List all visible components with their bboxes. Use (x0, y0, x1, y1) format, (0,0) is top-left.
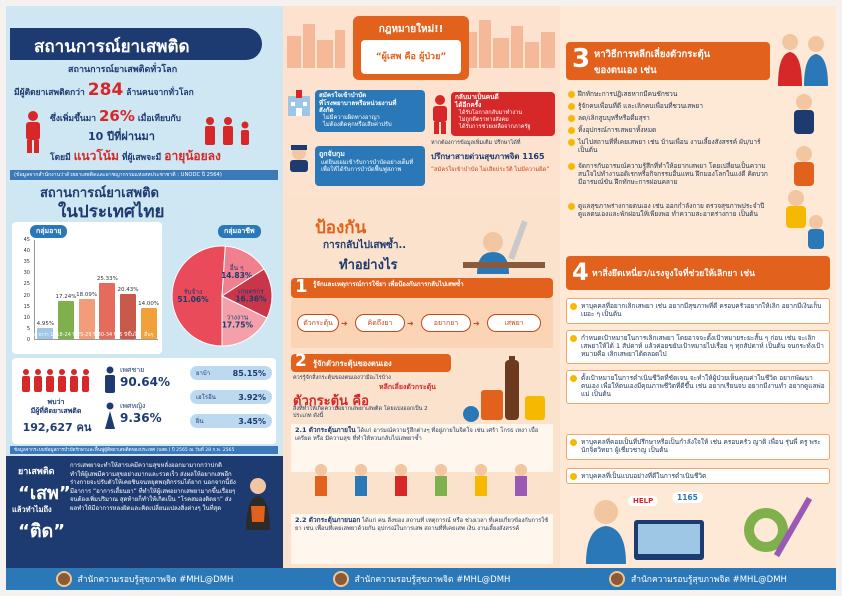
footer-2 (283, 568, 560, 590)
relapse-illustration-icon (459, 218, 549, 274)
sec3-illustrations-icon (776, 90, 832, 250)
y-tick-label: 5 (26, 325, 30, 332)
chip-thinking: คิดถึงยา (355, 314, 405, 332)
age-bar-category-label: อื่นๆ (144, 332, 154, 338)
law-banner (353, 16, 469, 80)
good-person-item-3: ได้รับการช่วยเหลือจากภาครัฐ (459, 124, 531, 130)
sub1-text: ได้แก่ อารมณ์ความรู้สึกต่างๆ ที่อยู่ภายในจิตใจ เช่น เศร้า โกรธ เหงา เบื่อ เครียด หรือ มีความสุข ที่ทำให้หวนกลับไปเสพยาซ้ำ (295, 428, 539, 442)
step1-flow (291, 298, 553, 348)
prevent-title-1: ป้องกัน (315, 218, 367, 238)
drug-pill-1: ยาบ้า 85.15% (190, 366, 272, 380)
person-icon (22, 110, 44, 154)
age-bar-value-label: 14.00% (138, 300, 160, 307)
y-tick-label: 30 (23, 270, 30, 277)
refuse-people-icon (772, 30, 832, 86)
occupation-slice-label: ว่างงาน (226, 313, 249, 322)
user-count-label: พบว่า มีผู้ที่ติดยาเสพติด (30, 398, 82, 415)
world-line4: โดยมี แนวโน้ม ที่ผู้เสพจะมี อายุน้อยลง (50, 149, 221, 163)
panel-coping (560, 6, 836, 590)
step2-highlight: หลีกเลี่ยงตัวกระตุ้น (379, 383, 436, 391)
age-bar-value-label: 20.43% (117, 286, 139, 293)
panel-situation (6, 6, 283, 590)
arrested-title: ถูกจับกุม (319, 150, 345, 158)
hotline-bubble: 1165 (672, 492, 703, 503)
owl-logo-icon (333, 571, 349, 587)
footer-text: สำนักความรอบรู้สุขภาพจิต #MHL@DMH (631, 575, 787, 585)
arrested-text: แต่ยินยอมเข้ารับการบำบัดอย่างเต็มที่ เพื่อให้ได้รับการบำบัดฟื้นฟูสภาพ (321, 160, 414, 173)
age-chart-title: กลุ่มอายุ (30, 225, 67, 238)
thai-heading-1: สถานการณ์ยาเสพติด (40, 186, 159, 201)
sec3-item: ลด/เลิกสูบบุหรี่หรือดื่มสุรา (568, 114, 772, 122)
voluntary-item-1: ไม่มีความผิดทางอาญา (323, 115, 380, 121)
trigger-title: ตัวกระตุ้น คือ (293, 394, 369, 409)
owl-logo-icon (609, 571, 625, 587)
age-bar-value-label: 18.09% (76, 291, 98, 298)
family-icon (202, 116, 254, 146)
people-illustration-icon (291, 460, 553, 508)
drug-pill-3: ฝิ่น 3.45% (190, 414, 272, 428)
age-bar-category-label: 18-24 ปี (56, 332, 76, 338)
chip-craving: อยากยา (421, 314, 471, 332)
male-value: 90.64% (120, 375, 170, 389)
age-bar-value-label: 4.95% (36, 321, 55, 327)
arrested-box (315, 146, 425, 186)
sec3-item: ดูแลสุขภาพร่างกายตนเอง เช่น ออกกำลังกาย ตรวจสุขภาพประจำปี ดูแลตนเองและพักผ่อนให้เพียงพอ ทำความสะอาดร่างกาย เป็นต้น (568, 202, 772, 218)
sec3-item: ฝึกทักษะการปฏิเสธหากมีคนชักชวน (568, 90, 772, 98)
sub2-text: ได้แก่ คน สิ่งของ สถานที่ เหตุการณ์ หรือ ช่วงเวลา ที่เคยเกี่ยวข้องกับการใช้ยา เช่น เพื่อนที่เคยเสพยาด้วยกัน อุปกรณ์ในการเสพ สถานที่ที่เคยเสพ เงิน งานเลี้ยงสังสรรค์ (295, 518, 549, 532)
drug-pill-2: เฮโรอีน 3.92% (190, 390, 272, 404)
good-person-title: กลับมาเป็นคนดี ได้อีกครั้ง (455, 93, 499, 109)
step1-head (291, 278, 553, 298)
occupation-slice-label: รับจ้าง (183, 288, 203, 297)
police-icon (287, 144, 311, 172)
thai-source: ข้อมูลจากระบบข้อมูลการบำบัดรักษาและฟื้นฟูผู้ติดยาเสพติดของประเทศ (บสต.) ปี 2565 ณ วันที่ 28 ก.พ. 2565 (14, 448, 235, 453)
prevent-title-2: การกลับไปเสพซ้ำ.. (323, 240, 407, 251)
voluntary-items (323, 115, 392, 129)
why-addicted-section (6, 456, 283, 568)
female-value: 9.36% (120, 411, 162, 425)
occupation-slice-value: 51.06% (177, 295, 209, 305)
voluntary-item-2: ไม่ต้องติดคุกหรือเสียค่าปรับ (323, 122, 392, 128)
prevent-title-3: ทำอย่างไร (339, 258, 398, 273)
footer-1 (6, 568, 283, 590)
sec3-item: ทิ้งอุปกรณ์การเสพยาทั้งหมด (568, 126, 772, 134)
step2-head (291, 351, 451, 372)
good-person-items (459, 110, 531, 131)
why-left-2: “เสพ” (18, 483, 71, 504)
sub2-box (291, 514, 553, 564)
hotline-label: ปรึกษาสายด่วนสุขภาพจิต 1165 (431, 152, 545, 161)
occupation-slice-value: 16.36% (235, 294, 267, 304)
age-bar-value-label: 25.33% (96, 275, 118, 282)
help-bubble: HELP (628, 496, 658, 506)
owl-logo-icon (56, 571, 72, 587)
world-source: (ข้อมูลจากสำนักงานว่าด้วยยาเสพติดและอาชญากรรมแห่งสหประชาชาติ : UNODC ปี 2564) (14, 172, 222, 178)
world-heading: สถานการณ์ยาเสพติดทั่วโลก (68, 65, 178, 75)
age-chart (12, 222, 162, 354)
law-quote-box (361, 40, 461, 74)
sec4-item: หาบุคคลที่เป็นแบบอย่างที่ดีในการดำเนินชีวิต (566, 468, 830, 484)
arrow-right-icon: ➜ (473, 319, 480, 328)
world-line1: มีผู้ติดยาเสพติดกว่า 284 ล้านคนจากทั่วโลก (14, 80, 194, 100)
trigger-text: สิ่งที่ทำให้เกิดความอยากเสพยาเสพติด โดยแบ่งออกเป็น 2 ประเภท ดังนี้ (293, 406, 428, 419)
sub2-content (295, 517, 549, 533)
occupation-slice-label: อื่น ๆ (229, 264, 244, 273)
male-icon (104, 366, 116, 394)
age-chart-plot (34, 240, 160, 346)
sec3-item: รู้จักคบเพื่อนที่ดี และเลิกคบเพื่อนที่ชวนเสพยา (568, 102, 772, 110)
world-line2: ซึ่งเพิ่มขึ้นมา 26% เมื่อเทียบกับ (50, 107, 181, 125)
footer-3 (560, 568, 836, 590)
world-source-bar (10, 170, 278, 180)
infographic-sheet (6, 6, 836, 590)
hotline-sub: “สมัครใจเข้าบำบัด ไม่เสียประวัติ ไม่มีความผิด” (431, 167, 550, 173)
occupation-chart (166, 222, 280, 354)
y-tick-label: 15 (23, 303, 30, 310)
law-banner-title: กฎหมายใหม่!! (378, 24, 444, 35)
world-percent: 26% (99, 107, 135, 125)
sec3-item: ไม่ไปสถานที่ที่เคยเสพยา เช่น บ้านเพื่อน งานเลี้ยงสังสรรค์ ผับ/บาร์ เป็นต้น (568, 138, 772, 154)
stats-box (12, 358, 276, 444)
why-left-4: “ติด” (18, 521, 66, 542)
why-text: การเสพยาจะทำให้สารเคมีความสุขหลั่งออกมามากกว่าปกติ ทำให้ผู้เสพมีความสุขอย่างมากและรวดเร็ว ส่งผลให้อยากเสพอีก ร่างกายจะปรับตัวให้เคยชินจนหยุดพฤติกรรมได้ยาก นอกจากนี้ยังมีอาการ “อาการเสี้ยนยา” ที่ทำให้ผู้เสพอยากเสพยามากขึ้นเรื่อยๆ จนต้องเพิ่มปริมาณ สุดท้ายก็ทำให้เกิดเป็น “โรคสมองติดยา” ส่งผลทำให้มีอาการหลงผิดและคิดเปลี่ยนแปลงสิ่งต่างๆ ในที่สุด (70, 462, 236, 512)
good-person-item-2: ไม่ถูกตีตราทางสังคม (459, 117, 509, 123)
arrow-right-icon: ➜ (407, 319, 414, 328)
addict-person-icon (242, 476, 274, 530)
title-banner (10, 28, 262, 60)
footer-text: สำนักความรอบรู้สุขภาพจิต #MHL@DMH (77, 575, 234, 585)
why-left-3: แล้วทำไมถึง (12, 505, 52, 514)
y-tick-label: 10 (23, 314, 30, 321)
arrow-right-icon: ➜ (341, 319, 348, 328)
y-tick-label: 0 (26, 337, 30, 343)
y-tick-label: 45 (23, 237, 30, 243)
world-line3: 10 ปีที่ผ่านมา (88, 130, 155, 143)
sub2-title: 2.2 ตัวกระตุ้นภายนอก (295, 516, 361, 524)
sec3-title-2: ของตนเอง เช่น (594, 65, 657, 76)
age-chart-y-ticks (14, 236, 32, 344)
alcohol-illustration-icon (455, 356, 553, 426)
footer-text: สำนักความรอบรู้สุขภาพจิต #MHL@DMH (354, 575, 511, 585)
y-tick-label: 20 (23, 292, 30, 299)
sec4-head (566, 256, 830, 290)
voluntary-box (315, 90, 425, 132)
sec3-item: จัดการกับอารมณ์ความรู้สึกที่ทำให้อยากเสพยา โดยเปลี่ยนเป็นความสนใจไปทำงานอดิเรกหรือกิจกรรมอื่นแทน ฝึกมองโลกในแง่ดี คิดบวก มีอารมณ์ขัน ฝึกทักษะการผ่อนคลาย (568, 162, 772, 186)
user-count-value: 192,627 คน (22, 421, 92, 434)
sec3-number: 3 (572, 44, 591, 74)
age-bar-value-label: 17.24% (55, 293, 77, 300)
page-title: สถานการณ์ยาเสพติด (34, 37, 190, 57)
female-label: เพศหญิง (120, 402, 146, 410)
help-illustration-icon (576, 490, 826, 564)
hospital-icon (287, 90, 311, 116)
age-bar-category-label: 25-29 ปี (77, 332, 97, 338)
hotline-text: หากต้องการข้อมูลเพิ่มเติม ปรึกษาได้ที่ (431, 140, 521, 146)
occupation-chart-title: กลุ่มอาชีพ (218, 225, 261, 238)
voluntary-title: สมัครใจเข้าบำบัด ที่โรงพยาบาลหรือหน่วยงานที่ สังกัด (319, 92, 397, 114)
thai-source-bar (10, 446, 278, 454)
law-banner-quote: “ผู้เสพ คือ ผู้ป่วย” (375, 52, 447, 62)
step1-number: 1 (295, 276, 308, 297)
y-tick-label: 40 (23, 248, 30, 255)
age-bar-category-label: ต่ำกว่า 17 ปี (34, 332, 57, 346)
crowd-icon (20, 368, 90, 394)
age-bar-category-label: 30-34 ปี (97, 332, 117, 338)
step1-title: รู้จักและเหตุการณ์การใช้ยา เพื่อป้องกันการกลับไปเสพซ้ำ (313, 281, 464, 288)
sec4-item: ตั้งเป้าหมายในการดำเนินชีวิตที่ชัดเจน จะทำให้ผู้ป่วยเห็นคุณค่าในชีวิต อยากพัฒนาตนเอง เพื่อให้ตนเองมีคุณภาพชีวิตที่ดีขึ้น เช่น อยากเรียนจบ อยากมีงานทำ อยากดูแลพ่อแม่ เป็นต้น (566, 370, 830, 404)
panel-law-prevention (283, 6, 560, 590)
good-person-item-1: ได้รับโอกาสกลับมาทำงาน (459, 110, 523, 116)
female-icon (104, 402, 116, 430)
step2-number: 2 (295, 351, 307, 371)
y-tick-label: 25 (23, 281, 30, 288)
sec4-item: หาบุคคลที่คอยเป็นที่ปรึกษาหรือเป็นกำลังใจให้ เช่น ครอบครัว ญาติ เพื่อน รุ่นพี่ ครู พระ นักจิตวิทยา ผู้เชี่ยวชาญ เป็นต้น (566, 434, 830, 460)
chip-trigger: ตัวกระตุ้น (297, 314, 339, 332)
occupation-slice-label: เกษตรกร (238, 287, 264, 296)
sec3-title-1: หาวิธีการหลีกเลี่ยงตัวกระตุ้น (594, 49, 711, 60)
sec3-head (566, 42, 770, 80)
occupation-slice-value: 14.83% (221, 271, 253, 281)
sec4-number: 4 (572, 258, 589, 286)
step2-sub: ควรรู้จักสิ่งกระตุ้นของตนเองว่ามีอะไรบ้าง (293, 375, 391, 381)
occupation-pie (166, 240, 278, 352)
thai-heading-2: ในประเทศไทย (58, 202, 165, 222)
sub1-title: 2.1 ตัวกระตุ้นภายใน (295, 426, 356, 434)
chip-use: เสพยา (487, 314, 541, 332)
person-return-icon (431, 94, 449, 134)
good-person-box (451, 92, 555, 136)
sub1-content (295, 427, 549, 443)
male-label: เพศชาย (120, 366, 145, 374)
sec4-item: หาบุคคลที่อยากเลิกเสพยา เช่น อยากมีสุขภาพที่ดี ครอบครัวอยากให้เลิก อยากมีเงินเก็บเยอะ ๆ เป็นต้น (566, 298, 830, 324)
age-bar-category-label: 35 ปีขึ้นไป (116, 332, 140, 338)
step2-title: รู้จักตัวกระตุ้นของตนเอง (313, 359, 392, 368)
world-count: 284 (87, 80, 124, 100)
why-left-1: ยาเสพติด (18, 467, 55, 477)
sec4-item: กำหนดเป้าหมายในการเลิกเสพยา โดยอาจจะตั้งเป้าหมายระยะสั้น ๆ ก่อน เช่น จะเลิกเสพยาให้ได้ 1 สัปดาห์ แล้วค่อยขยับเป้าหมายไปเรื่อย ๆ ทุกสัปดาห์ เป็นต้น จนกระทั่งเป้าหมายคือ เลิกเสพยาได้ตลอดไป (566, 330, 830, 364)
occupation-slice-value: 17.75% (221, 320, 253, 330)
y-tick-label: 35 (23, 259, 30, 266)
sec4-title: หาสิ่งยึดเหนี่ยว/แรงจูงใจที่ช่วยให้เลิกยา เช่น (592, 269, 755, 279)
